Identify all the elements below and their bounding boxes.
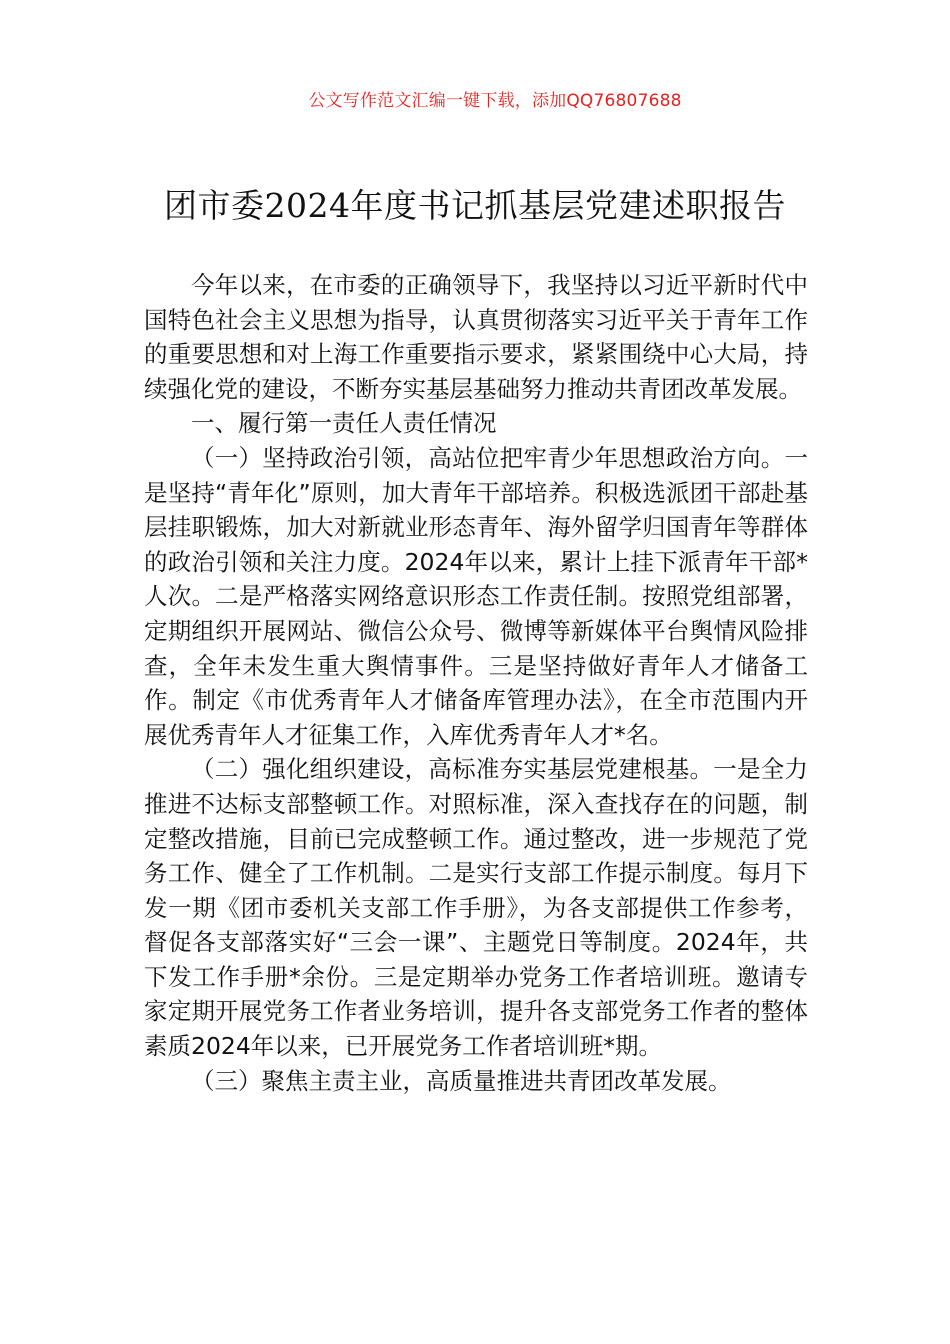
- intro-paragraph: 今年以来，在市委的正确领导下，我坚持以习近平新时代中国特色社会主义思想为指导，认真贯彻落实习近平关于青年工作的重要思想和对上海工作重要指示要求，紧紧围绕中心大局，持续强化党的建设，不断夯实基层基础努力推动共青团改革发展。: [144, 271, 808, 403]
- subsection-3-paragraph: （三）聚焦主责主业，高质量推进共青团改革发展。: [191, 1066, 732, 1095]
- report-body: [144, 268, 808, 1098]
- subsection-2-paragraph: （二）强化组织建设，高标准夯实基层党建根基。一是全力推进不达标支部整顿工作。对照标准，深入查找存在的问题，制定整改措施，目前已完成整顿工作。通过整改，进一步规范了党务工作、健全了工作机制。二是实行支部工作提示制度。每月下发一期《团市委机关支部工作手册》，为各支部提供工作参考，督促各支部落实好“三会一课”、主题党日等制度。2024年，共下发工作手册*余份。三是定期举办党务工作者培训班。邀请专家定期开展党务工作者业务培训，提升各支部党务工作者的整体素质2024年以来，已开展党务工作者培训班*期。: [144, 755, 808, 1061]
- download-notice: 公文写作范文汇编一键下载，添加QQ76807688: [308, 91, 682, 111]
- page-title: 团市委2024年度书记抓基层党建述职报告: [164, 186, 786, 225]
- section-heading-1: 一、履行第一责任人责任情况: [191, 409, 497, 438]
- subsection-1-paragraph: （一）坚持政治引领，高站位把牢青少年思想政治方向。一是坚持“青年化”原则，加大青年干部培养。积极选派团干部赴基层挂职锻炼，加大对新就业形态青年、海外留学归国青年等群体的政治引领和关注力度。2024年以来，累计上挂下派青年干部*人次。二是严格落实网络意识形态工作责任制。按照党组部署，定期组织开展网站、微信公众号、微博等新媒体平台舆情风险排查，全年未发生重大舆情事件。三是坚持做好青年人才储备工作。制定《市优秀青年人才储备库管理办法》，在全市范围内开展优秀青年人才征集工作，入库优秀青年人才*名。: [144, 443, 808, 749]
